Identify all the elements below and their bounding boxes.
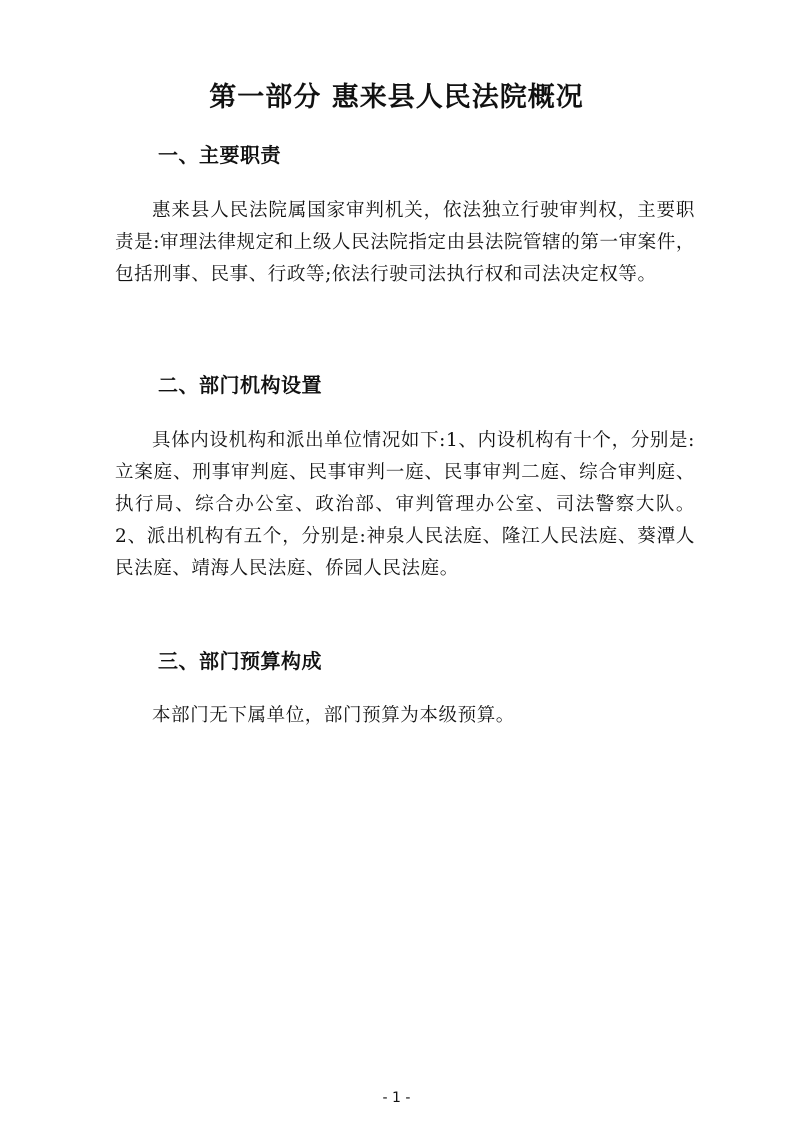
section-heading-budget: 三、部门预算构成 xyxy=(158,649,322,673)
section-heading-duties: 一、主要职责 xyxy=(158,143,281,167)
section-paragraph-budget: 本部门无下属单位，部门预算为本级预算。 xyxy=(152,705,515,726)
section-heading-organization: 二、部门机构设置 xyxy=(158,373,322,397)
page-number: - 1 - xyxy=(382,1090,411,1106)
page-title: 第一部分 惠来县人民法院概况 xyxy=(209,82,584,113)
section-paragraph-organization: 具体内设机构和派出单位情况如下:1、内设机构有十个，分别是:立案庭、刑事审判庭、民事审判一庭、民事审判二庭、综合审判庭、执行局、综合办公室、政治部、审判管理办公室、司法警察大队。2、派出机构有五个，分别是:神泉人民法庭、隆江人民法庭、葵潭人民法庭、靖海人民法庭、侨园人民法庭。 xyxy=(115,430,695,579)
section-paragraph-duties: 惠来县人民法院属国家审判机关，依法独立行驶审判权，主要职责是:审理法律规定和上级人民法院指定由县法院管辖的第一审案件，包括刑事、民事、行政等;依法行驶司法执行权和司法决定权等。 xyxy=(115,200,695,285)
